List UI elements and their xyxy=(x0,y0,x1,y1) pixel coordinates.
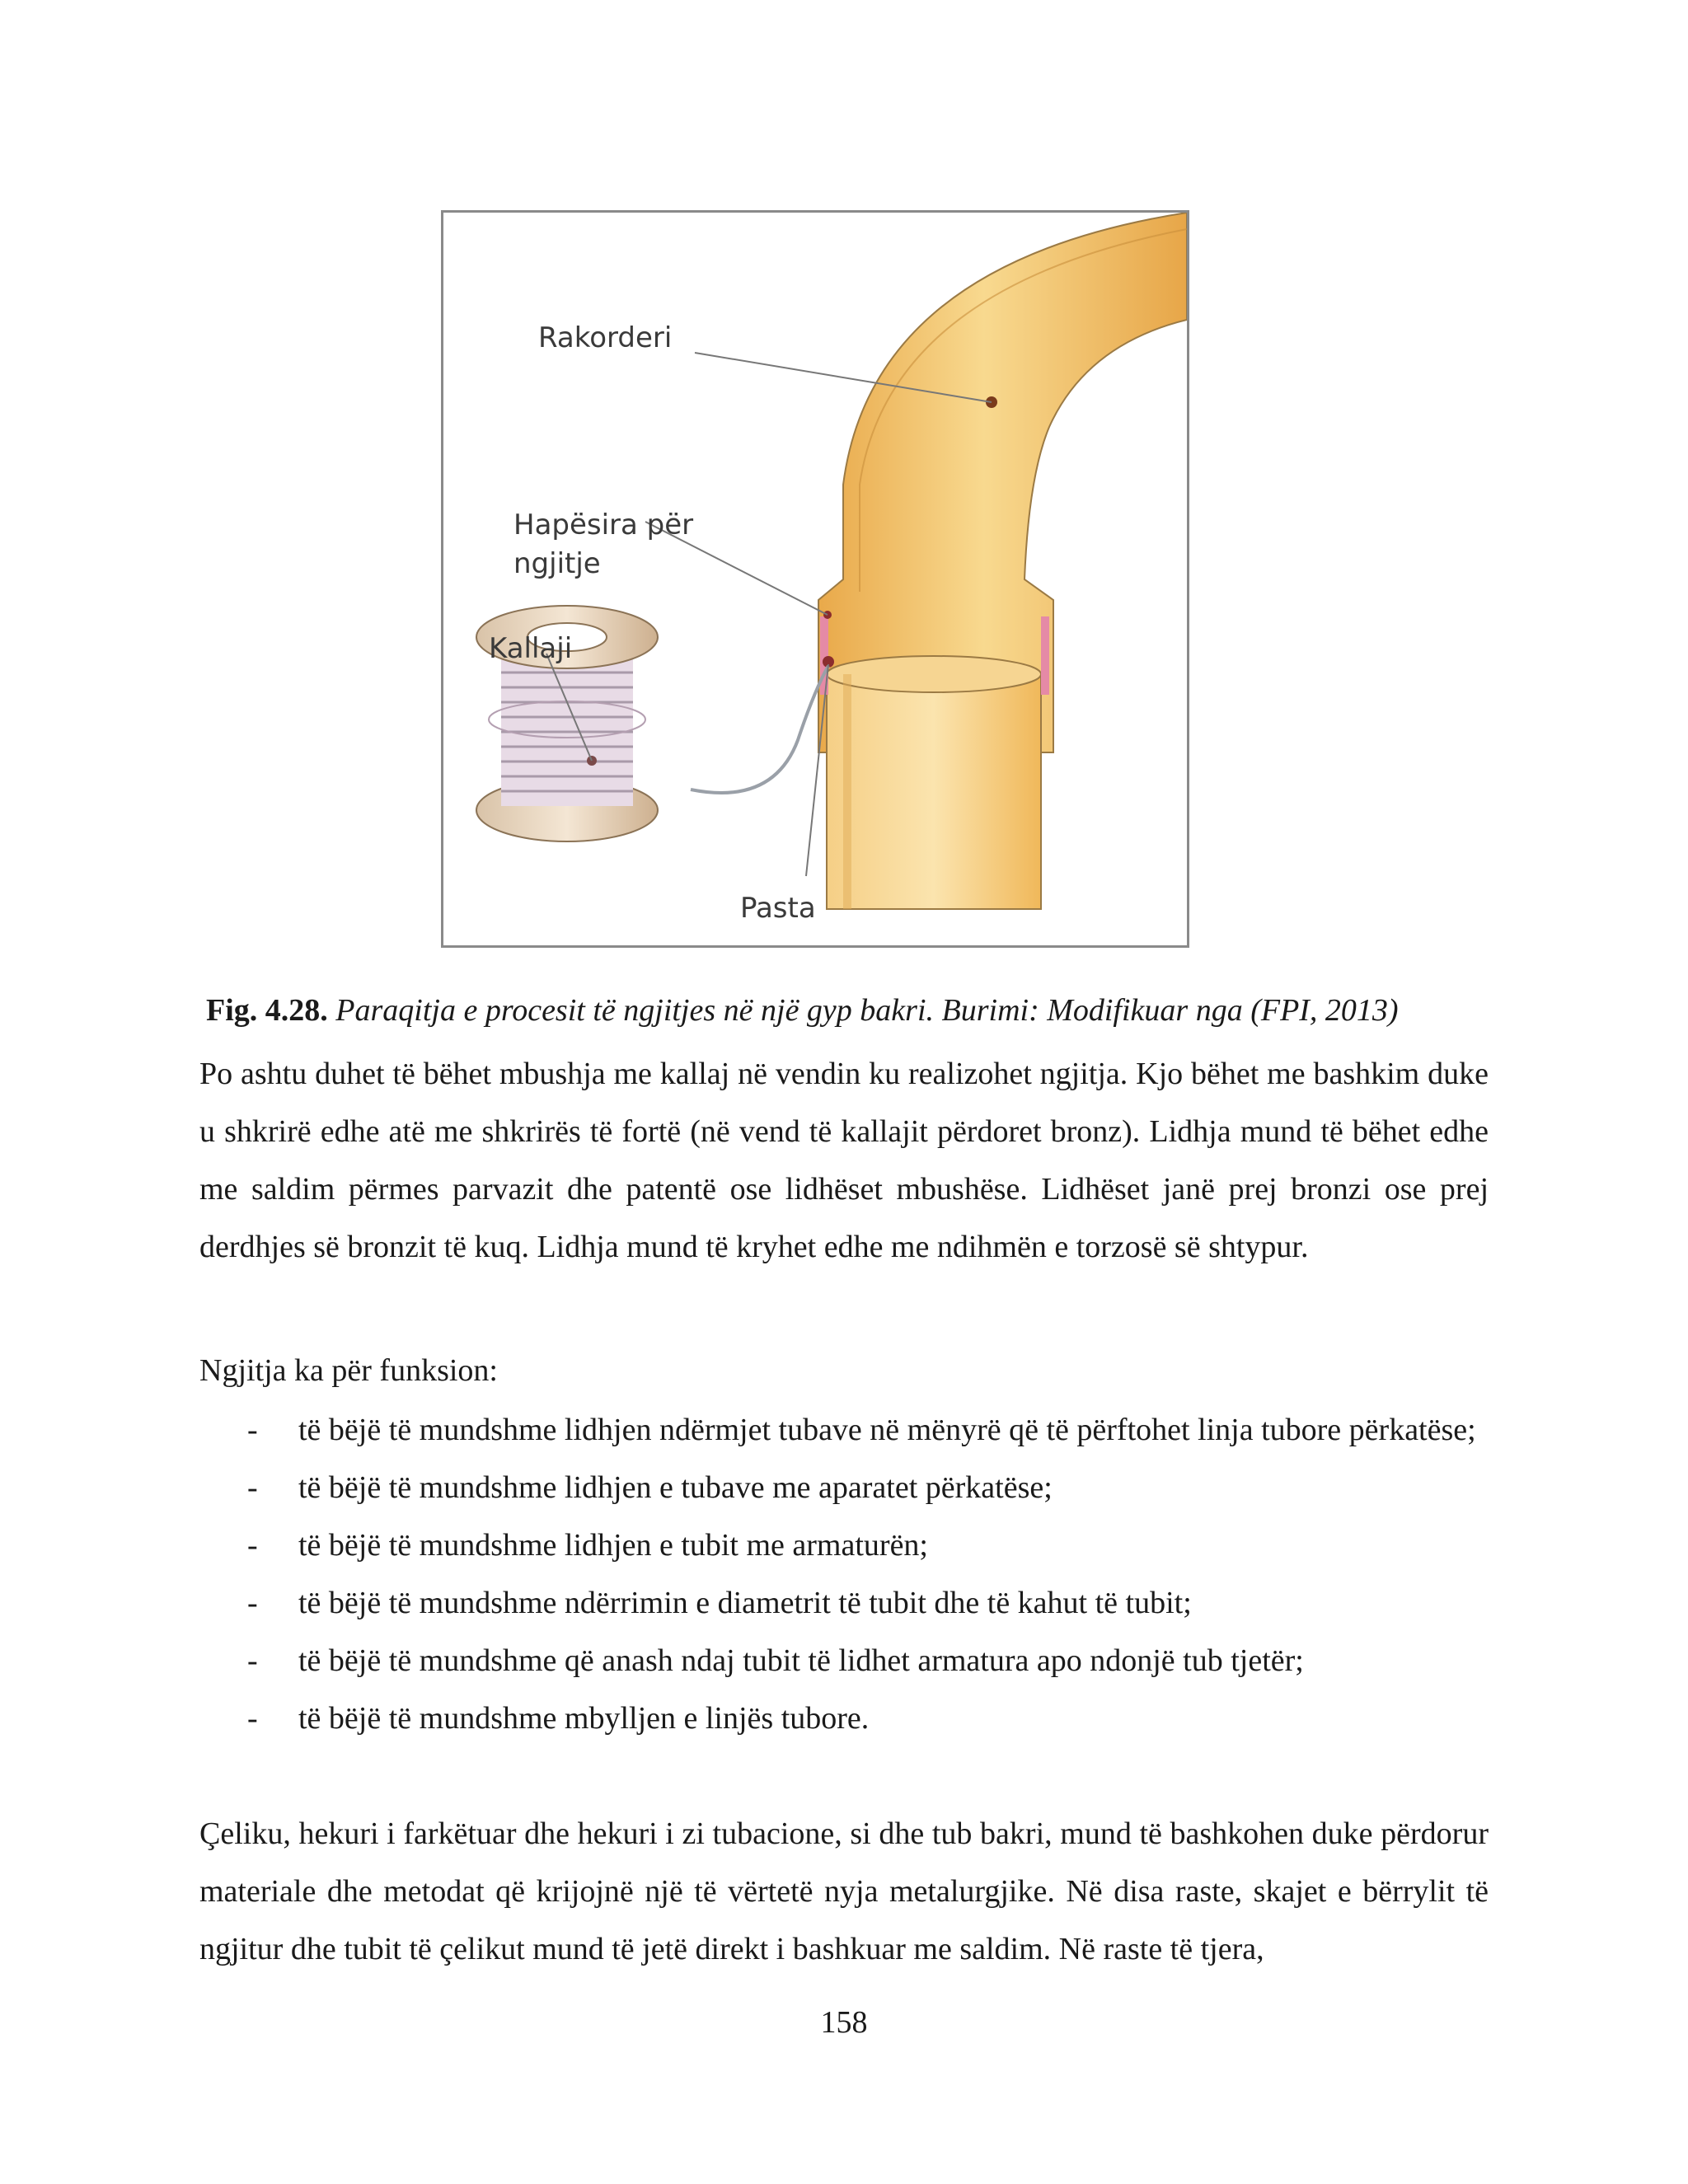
list-item xyxy=(199,1632,1489,1690)
list-item-text: të bëjë të mundshme mbylljen e linjës tubore. xyxy=(298,1701,870,1736)
list-item xyxy=(199,1516,1489,1574)
list-item-text: të bëjë të mundshme lidhjen ndërmjet tubave në mënyrë që të përftohet linja tubore përkatëse; xyxy=(298,1413,1476,1447)
pipe-opening xyxy=(827,656,1041,692)
copper-pipe xyxy=(827,674,1041,909)
function-list xyxy=(199,1401,1489,1747)
list-item-text: të bëjë të mundshme lidhjen e tubit me armaturën; xyxy=(298,1528,928,1563)
figure-caption xyxy=(206,989,1525,1032)
list-dash: - xyxy=(247,1643,258,1678)
label-rakorderi: Rakorderi xyxy=(538,321,673,354)
list-dash: - xyxy=(247,1586,258,1620)
figure-caption-text: Paraqitja e procesit të ngjitjes në një gyp bakri. Burimi: Modifikuar nga (FPI, 2013) xyxy=(335,993,1399,1028)
list-dash: - xyxy=(247,1470,258,1505)
list-item-text: të bëjë të mundshme ndërrimin e diametrit të tubit dhe të kahut të tubit; xyxy=(298,1586,1192,1620)
figure-number: Fig. 4.28. xyxy=(206,993,328,1028)
paragraph-2: Ngjitja ka për funksion: xyxy=(199,1353,498,1388)
list-item xyxy=(199,1690,1489,1747)
list-item xyxy=(199,1401,1489,1459)
soldering-illustration xyxy=(443,213,1187,945)
list-dash: - xyxy=(247,1413,258,1447)
label-pasta: Pasta xyxy=(740,892,816,925)
label-hapesira-line1: Hapësira për xyxy=(513,509,694,541)
list-dash: - xyxy=(247,1528,258,1563)
list-dash: - xyxy=(247,1701,258,1736)
leader-pasta xyxy=(806,664,828,876)
paragraph-3: Çeliku, hekuri i farkëtuar dhe hekuri i zi tubacione, si dhe tub bakri, mund të bashkohen duke përdorur materiale dhe metodat që krijojnë një të vërtetë nyja metalurgjike. Në disa raste, skajet e bërrylit të ngjitur dhe tubit të çelikut mund të jetë direkt i bashkuar me saldim. Në raste të tjera, xyxy=(199,1816,1489,1966)
figure-diagram xyxy=(441,210,1189,948)
label-hapesira-line2: ngjitje xyxy=(513,547,601,580)
solder-wire xyxy=(691,666,828,793)
list-item xyxy=(199,1459,1489,1516)
paragraph-1: Po ashtu duhet të bëhet mbushja me kallaj në vendin ku realizohet ngjitja. Kjo bëhet me bashkim duke u shkrirë edhe atë me shkrirës të fortë (në vend të kallajit përdoret bronz). Lidhja mund të bëhet edhe me saldim përmes parvazit dhe patentë ose lidhëset mbushëse. Lidhëset janë prej bronzi ose prej derdhjes së bronzit të kuq. Lidhja mund të kryhet edhe me ndihmën e torzosë së shtypur. xyxy=(199,1057,1489,1264)
solder-gap-right xyxy=(1041,616,1049,695)
page-number: 158 xyxy=(820,2005,868,2040)
list-item xyxy=(199,1574,1489,1632)
list-item-text: të bëjë të mundshme lidhjen e tubave me aparatet përkatëse; xyxy=(298,1470,1053,1505)
list-item-text: të bëjë të mundshme që anash ndaj tubit të lidhet armatura apo ndonjë tub tjetër; xyxy=(298,1643,1304,1678)
label-kallaji: Kallaji xyxy=(489,632,573,665)
